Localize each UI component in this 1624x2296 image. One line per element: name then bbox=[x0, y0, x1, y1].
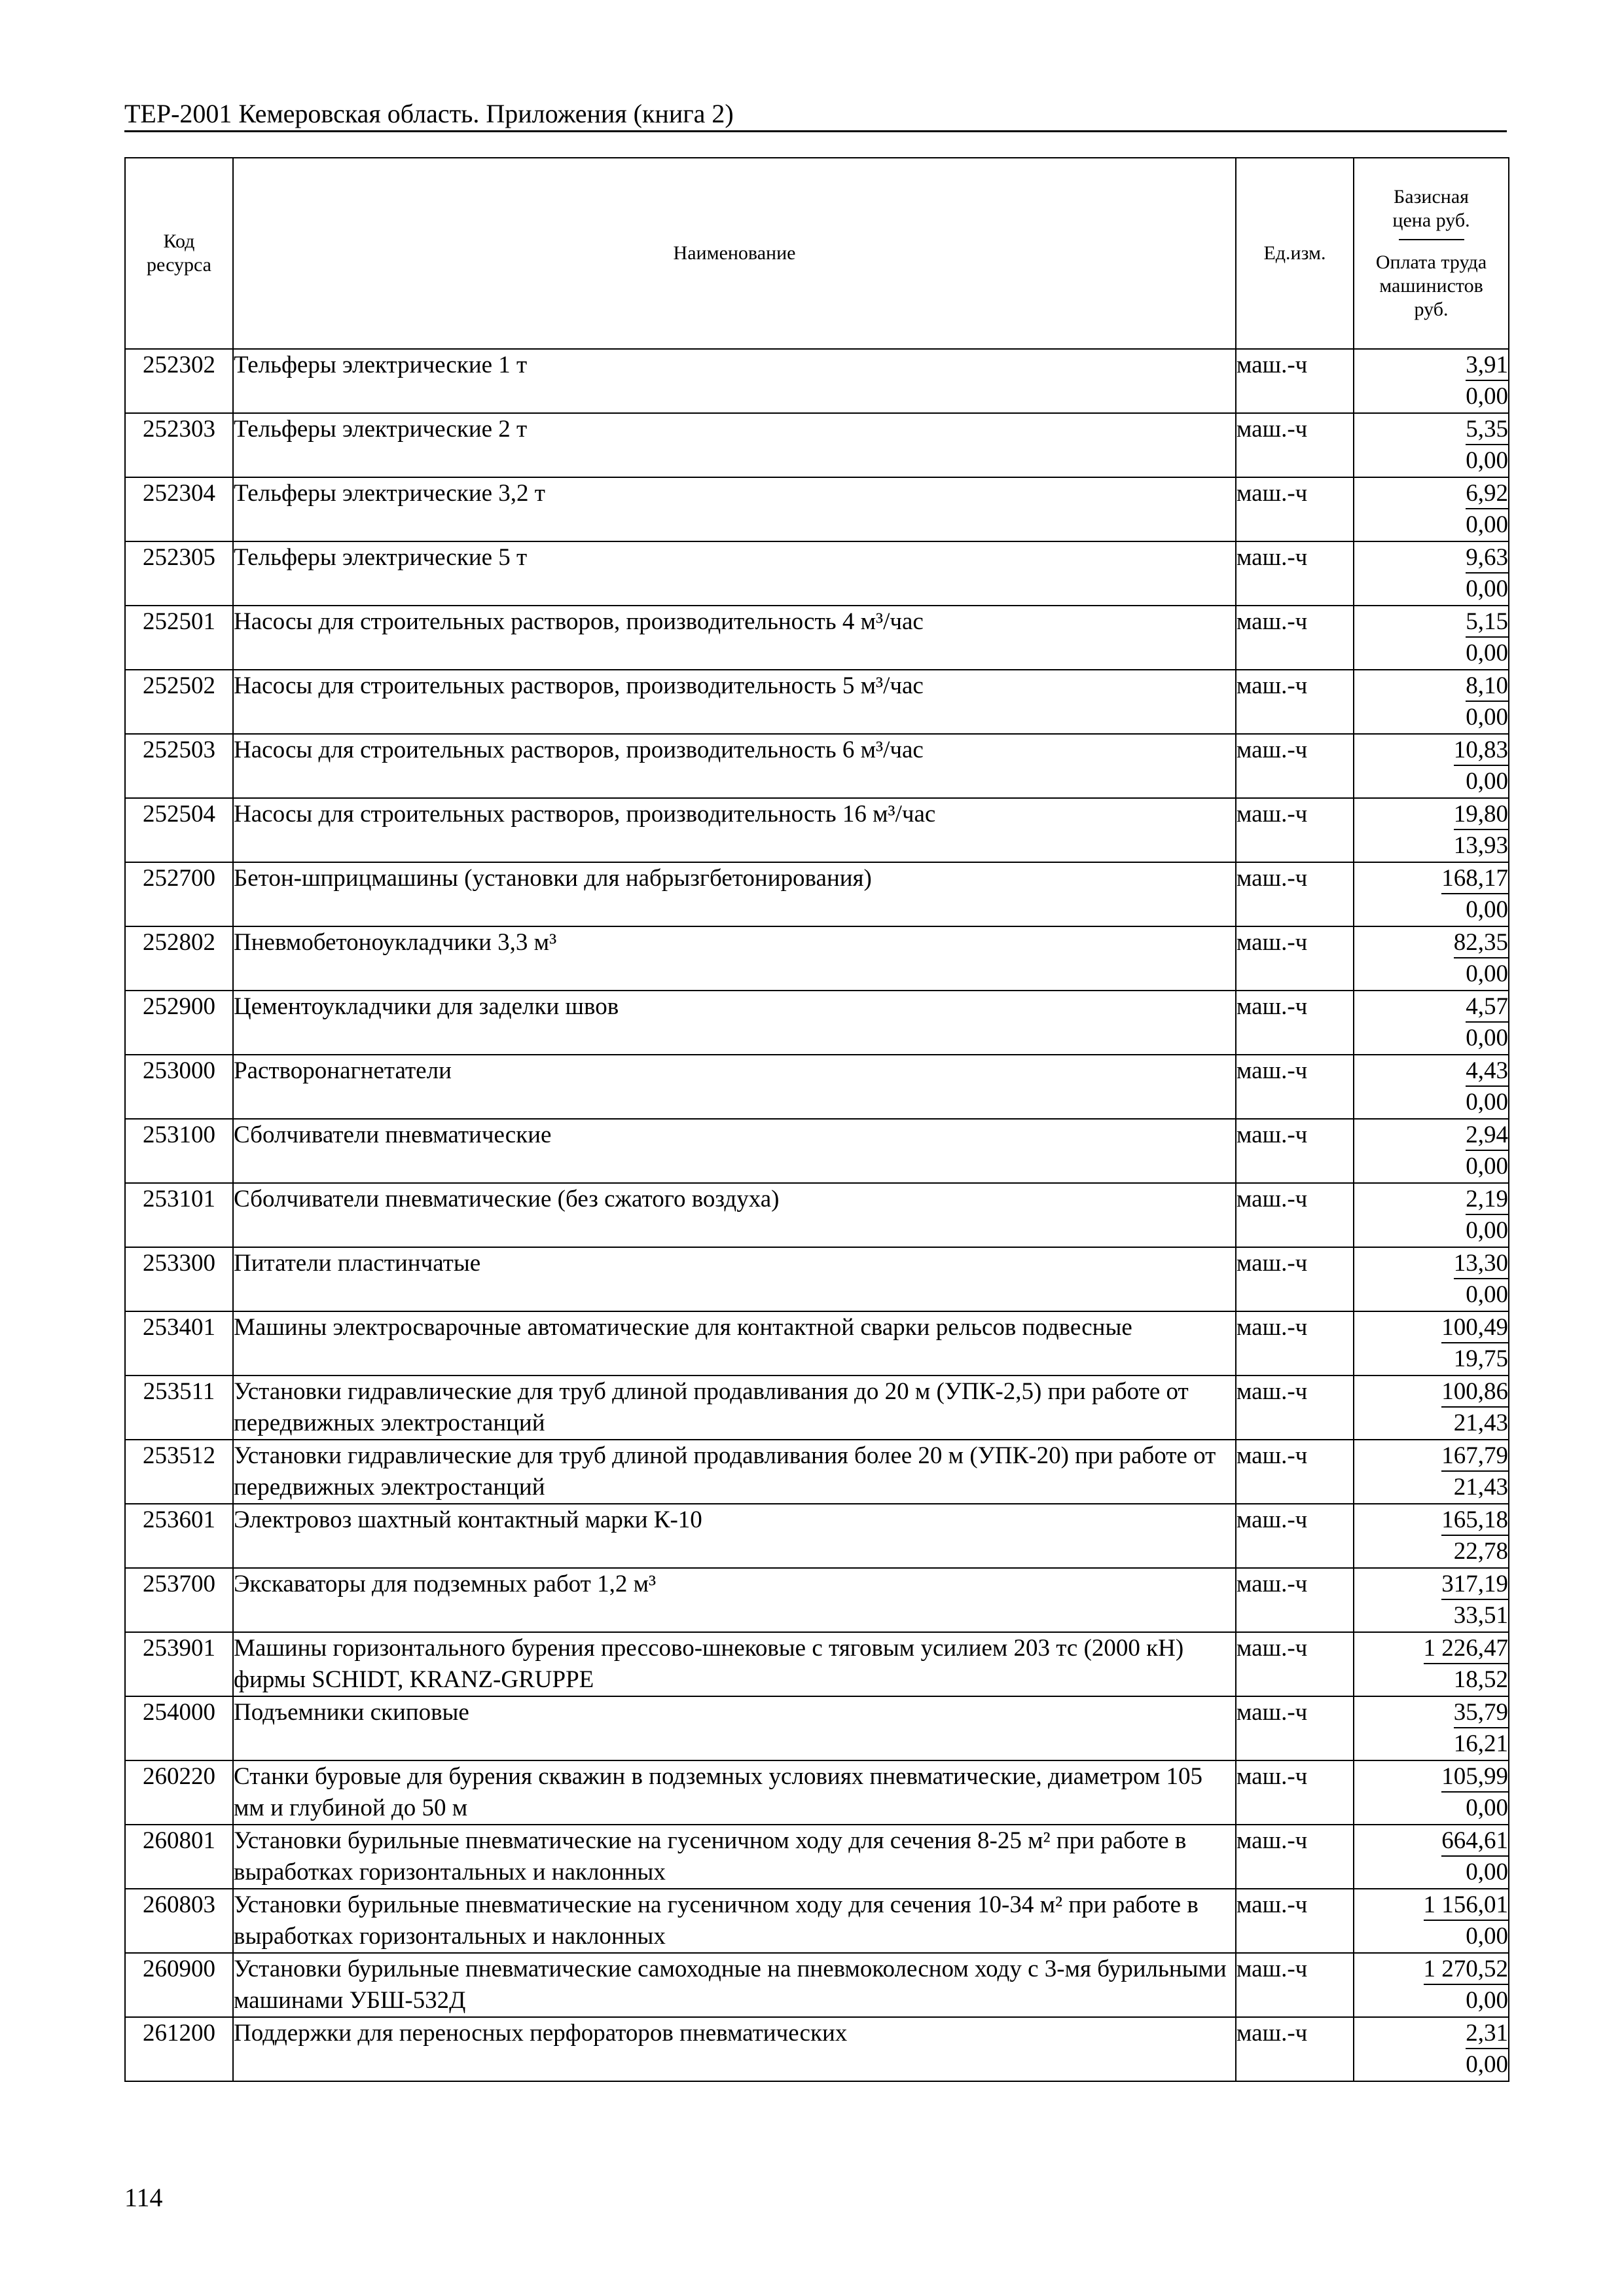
column-header-base-price: Базисная цена руб. bbox=[1392, 186, 1470, 231]
operator-labor-pay: 0,00 bbox=[1466, 511, 1508, 538]
operator-labor-pay: 21,43 bbox=[1453, 1410, 1508, 1436]
price-cell bbox=[1354, 1825, 1509, 1889]
table-row bbox=[125, 1183, 1509, 1247]
price-cell bbox=[1354, 413, 1509, 477]
unit-of-measure: маш.-ч bbox=[1236, 1183, 1354, 1247]
operator-labor-pay: 33,51 bbox=[1453, 1602, 1508, 1629]
table-row bbox=[125, 734, 1509, 798]
operator-labor-pay: 0,00 bbox=[1466, 1153, 1508, 1180]
table-row bbox=[125, 2017, 1509, 2081]
resource-code: 252502 bbox=[125, 670, 233, 734]
base-price: 5,35 bbox=[1466, 415, 1508, 445]
column-header-name: Наименование bbox=[233, 158, 1236, 349]
unit-of-measure: маш.-ч bbox=[1236, 1119, 1354, 1183]
unit-of-measure: маш.-ч bbox=[1236, 541, 1354, 606]
unit-of-measure: маш.-ч bbox=[1236, 1568, 1354, 1632]
resource-name: Экскаваторы для подземных работ 1,2 м³ bbox=[233, 1568, 1236, 1632]
base-price: 4,57 bbox=[1466, 993, 1508, 1023]
base-price: 2,94 bbox=[1466, 1121, 1508, 1151]
table-row bbox=[125, 1825, 1509, 1889]
base-price: 168,17 bbox=[1441, 864, 1508, 894]
resource-code: 260220 bbox=[125, 1760, 233, 1825]
resource-name: Растворонагнетатели bbox=[233, 1055, 1236, 1119]
base-price: 167,79 bbox=[1441, 1442, 1508, 1472]
price-cell bbox=[1354, 862, 1509, 926]
resource-name: Тельферы электрические 3,2 т bbox=[233, 477, 1236, 541]
price-cell bbox=[1354, 1953, 1509, 2017]
resource-name: Сболчиватели пневматические (без сжатого воздуха) bbox=[233, 1183, 1236, 1247]
unit-of-measure: маш.-ч bbox=[1236, 1696, 1354, 1760]
operator-labor-pay: 16,21 bbox=[1453, 1730, 1508, 1757]
resource-code: 252305 bbox=[125, 541, 233, 606]
unit-of-measure: маш.-ч bbox=[1236, 1376, 1354, 1440]
resource-code: 261200 bbox=[125, 2017, 233, 2081]
unit-of-measure: маш.-ч bbox=[1236, 413, 1354, 477]
resource-code: 253000 bbox=[125, 1055, 233, 1119]
price-cell bbox=[1354, 349, 1509, 413]
resource-code: 253700 bbox=[125, 1568, 233, 1632]
price-cell bbox=[1354, 606, 1509, 670]
table-row bbox=[125, 1889, 1509, 1953]
resource-code: 252503 bbox=[125, 734, 233, 798]
operator-labor-pay: 0,00 bbox=[1466, 1859, 1508, 1886]
resource-code: 253401 bbox=[125, 1311, 233, 1376]
operator-labor-pay: 13,93 bbox=[1453, 832, 1508, 859]
operator-labor-pay: 0,00 bbox=[1466, 768, 1508, 795]
resource-name: Тельферы электрические 2 т bbox=[233, 413, 1236, 477]
resource-name: Установки гидравлические для труб длиной продавливания более 20 м (УПК-20) при работе от передвижных электростанций bbox=[233, 1440, 1236, 1504]
operator-labor-pay: 0,00 bbox=[1466, 1089, 1508, 1116]
unit-of-measure: маш.-ч bbox=[1236, 477, 1354, 541]
resource-name: Насосы для строительных растворов, производительность 16 м³/час bbox=[233, 798, 1236, 862]
resource-name: Установки бурильные пневматические на гусеничном ходу для сечения 8-25 м² при работе в выработках горизонтальных и наклонных bbox=[233, 1825, 1236, 1889]
resource-name: Поддержки для переносных перфораторов пневматических bbox=[233, 2017, 1236, 2081]
operator-labor-pay: 19,75 bbox=[1453, 1345, 1508, 1372]
resource-code: 252900 bbox=[125, 991, 233, 1055]
header-rule bbox=[124, 130, 1507, 132]
price-cell bbox=[1354, 926, 1509, 991]
table-row bbox=[125, 926, 1509, 991]
resource-code: 260803 bbox=[125, 1889, 233, 1953]
price-cell bbox=[1354, 477, 1509, 541]
base-price: 19,80 bbox=[1454, 800, 1508, 830]
price-cell bbox=[1354, 1440, 1509, 1504]
resource-code: 252302 bbox=[125, 349, 233, 413]
resource-name: Насосы для строительных растворов, производительность 4 м³/час bbox=[233, 606, 1236, 670]
operator-labor-pay: 0,00 bbox=[1466, 1987, 1508, 2014]
base-price: 1 270,52 bbox=[1424, 1955, 1509, 1985]
operator-labor-pay: 0,00 bbox=[1466, 704, 1508, 731]
resource-name: Насосы для строительных растворов, производительность 6 м³/час bbox=[233, 734, 1236, 798]
unit-of-measure: маш.-ч bbox=[1236, 606, 1354, 670]
table-row bbox=[125, 1504, 1509, 1568]
base-price: 82,35 bbox=[1454, 928, 1508, 958]
price-cell bbox=[1354, 1376, 1509, 1440]
resource-name: Машины горизонтального бурения прессово-шнековые с тяговым усилием 203 тс (2000 кН) фирмы SCHIDT, KRANZ-GRUPPE bbox=[233, 1632, 1236, 1696]
unit-of-measure: маш.-ч bbox=[1236, 1055, 1354, 1119]
running-header: ТЕР-2001 Кемеровская область. Приложения (книга 2) bbox=[124, 99, 734, 128]
page-number: 114 bbox=[124, 2183, 163, 2212]
unit-of-measure: маш.-ч bbox=[1236, 1953, 1354, 2017]
resource-name: Установки бурильные пневматические самоходные на пневмоколесном ходу с 3-мя бурильными машинами УБШ-532Д bbox=[233, 1953, 1236, 2017]
base-price: 1 156,01 bbox=[1424, 1891, 1509, 1921]
resource-code: 253101 bbox=[125, 1183, 233, 1247]
operator-labor-pay: 0,00 bbox=[1466, 640, 1508, 666]
table-row bbox=[125, 477, 1509, 541]
unit-of-measure: маш.-ч bbox=[1236, 798, 1354, 862]
unit-of-measure: маш.-ч bbox=[1236, 1247, 1354, 1311]
table-row bbox=[125, 541, 1509, 606]
resource-name: Машины электросварочные автоматические для контактной сварки рельсов подвесные bbox=[233, 1311, 1236, 1376]
unit-of-measure: маш.-ч bbox=[1236, 1825, 1354, 1889]
base-price: 2,19 bbox=[1466, 1185, 1508, 1215]
price-cell bbox=[1354, 1504, 1509, 1568]
table-row bbox=[125, 1376, 1509, 1440]
resource-name: Цементоукладчики для заделки швов bbox=[233, 991, 1236, 1055]
resource-code: 253512 bbox=[125, 1440, 233, 1504]
operator-labor-pay: 0,00 bbox=[1466, 1217, 1508, 1244]
table-body bbox=[125, 349, 1509, 2081]
base-price: 6,92 bbox=[1466, 479, 1508, 509]
base-price: 9,63 bbox=[1466, 543, 1508, 574]
table-row bbox=[125, 1568, 1509, 1632]
column-header-code: Код ресурса bbox=[125, 158, 233, 349]
base-price: 105,99 bbox=[1441, 1762, 1508, 1793]
base-price: 4,43 bbox=[1466, 1057, 1508, 1087]
resource-code: 253601 bbox=[125, 1504, 233, 1568]
resource-code: 252501 bbox=[125, 606, 233, 670]
operator-labor-pay: 0,00 bbox=[1466, 1025, 1508, 1051]
resource-code: 253100 bbox=[125, 1119, 233, 1183]
resource-code: 252802 bbox=[125, 926, 233, 991]
resource-code: 252304 bbox=[125, 477, 233, 541]
table-row bbox=[125, 606, 1509, 670]
table-row bbox=[125, 1760, 1509, 1825]
resource-code: 260801 bbox=[125, 1825, 233, 1889]
table-row bbox=[125, 1119, 1509, 1183]
table-row bbox=[125, 349, 1509, 413]
operator-labor-pay: 0,00 bbox=[1466, 1923, 1508, 1950]
base-price: 13,30 bbox=[1454, 1249, 1508, 1279]
unit-of-measure: маш.-ч bbox=[1236, 1311, 1354, 1376]
resource-code: 254000 bbox=[125, 1696, 233, 1760]
resource-name: Тельферы электрические 1 т bbox=[233, 349, 1236, 413]
resource-code: 252504 bbox=[125, 798, 233, 862]
price-cell bbox=[1354, 1568, 1509, 1632]
price-cell bbox=[1354, 1311, 1509, 1376]
base-price: 165,18 bbox=[1441, 1506, 1508, 1536]
base-price: 1 226,47 bbox=[1424, 1634, 1509, 1664]
price-cell bbox=[1354, 1696, 1509, 1760]
column-header-price bbox=[1354, 158, 1509, 349]
resource-code: 260900 bbox=[125, 1953, 233, 2017]
resource-name: Сболчиватели пневматические bbox=[233, 1119, 1236, 1183]
resource-name: Пневмобетоноукладчики 3,3 м³ bbox=[233, 926, 1236, 991]
base-price: 100,49 bbox=[1441, 1313, 1508, 1343]
resource-code: 253901 bbox=[125, 1632, 233, 1696]
operator-labor-pay: 0,00 bbox=[1466, 960, 1508, 987]
operator-labor-pay: 0,00 bbox=[1466, 896, 1508, 923]
resource-name: Станки буровые для бурения скважин в подземных условиях пневматические, диаметром 105 мм и глубиной до 50 м bbox=[233, 1760, 1236, 1825]
resource-name: Подъемники скиповые bbox=[233, 1696, 1236, 1760]
table-row bbox=[125, 991, 1509, 1055]
operator-labor-pay: 18,52 bbox=[1453, 1666, 1508, 1693]
unit-of-measure: маш.-ч bbox=[1236, 1889, 1354, 1953]
unit-of-measure: маш.-ч bbox=[1236, 349, 1354, 413]
price-cell bbox=[1354, 541, 1509, 606]
column-header-unit: Ед.изм. bbox=[1236, 158, 1354, 349]
base-price: 100,86 bbox=[1441, 1377, 1508, 1408]
base-price: 35,79 bbox=[1454, 1698, 1508, 1728]
resource-name: Тельферы электрические 5 т bbox=[233, 541, 1236, 606]
operator-labor-pay: 0,00 bbox=[1466, 2051, 1508, 2078]
table-row bbox=[125, 862, 1509, 926]
unit-of-measure: маш.-ч bbox=[1236, 2017, 1354, 2081]
operator-labor-pay: 22,78 bbox=[1453, 1538, 1508, 1565]
unit-of-measure: маш.-ч bbox=[1236, 991, 1354, 1055]
resource-name: Электровоз шахтный контактный марки К-10 bbox=[233, 1504, 1236, 1568]
price-cell bbox=[1354, 734, 1509, 798]
resource-name: Бетон-шприцмашины (установки для набрызгбетонирования) bbox=[233, 862, 1236, 926]
base-price: 10,83 bbox=[1454, 736, 1508, 766]
resource-name: Питатели пластинчатые bbox=[233, 1247, 1236, 1311]
resource-name: Установки гидравлические для труб длиной продавливания до 20 м (УПК-2,5) при работе от передвижных электростанций bbox=[233, 1376, 1236, 1440]
table-row bbox=[125, 1311, 1509, 1376]
base-price: 317,19 bbox=[1441, 1570, 1508, 1600]
table-row bbox=[125, 1953, 1509, 2017]
table-row bbox=[125, 1440, 1509, 1504]
unit-of-measure: маш.-ч bbox=[1236, 862, 1354, 926]
price-cell bbox=[1354, 798, 1509, 862]
resource-name: Насосы для строительных растворов, производительность 5 м³/час bbox=[233, 670, 1236, 734]
table-row bbox=[125, 670, 1509, 734]
table-row bbox=[125, 798, 1509, 862]
price-cell bbox=[1354, 1632, 1509, 1696]
table-header-row bbox=[125, 158, 1509, 349]
operator-labor-pay: 0,00 bbox=[1466, 447, 1508, 474]
unit-of-measure: маш.-ч bbox=[1236, 1632, 1354, 1696]
price-cell bbox=[1354, 991, 1509, 1055]
unit-of-measure: маш.-ч bbox=[1236, 734, 1354, 798]
unit-of-measure: маш.-ч bbox=[1236, 1760, 1354, 1825]
price-cell bbox=[1354, 670, 1509, 734]
resource-price-table bbox=[124, 157, 1509, 2082]
table-row bbox=[125, 1632, 1509, 1696]
table-row bbox=[125, 1247, 1509, 1311]
unit-of-measure: маш.-ч bbox=[1236, 1440, 1354, 1504]
price-cell bbox=[1354, 2017, 1509, 2081]
resource-code: 253300 bbox=[125, 1247, 233, 1311]
table-row bbox=[125, 1696, 1509, 1760]
base-price: 5,15 bbox=[1466, 608, 1508, 638]
base-price: 3,91 bbox=[1466, 351, 1508, 381]
operator-labor-pay: 0,00 bbox=[1466, 1281, 1508, 1308]
operator-labor-pay: 0,00 bbox=[1466, 1795, 1508, 1821]
unit-of-measure: маш.-ч bbox=[1236, 1504, 1354, 1568]
operator-labor-pay: 0,00 bbox=[1466, 575, 1508, 602]
price-cell bbox=[1354, 1119, 1509, 1183]
base-price: 8,10 bbox=[1466, 672, 1508, 702]
column-header-labor-pay: Оплата труда машинистов руб. bbox=[1375, 251, 1487, 320]
unit-of-measure: маш.-ч bbox=[1236, 670, 1354, 734]
unit-of-measure: маш.-ч bbox=[1236, 926, 1354, 991]
price-cell bbox=[1354, 1760, 1509, 1825]
resource-code: 252700 bbox=[125, 862, 233, 926]
base-price: 2,31 bbox=[1466, 2019, 1508, 2049]
resource-code: 253511 bbox=[125, 1376, 233, 1440]
price-cell bbox=[1354, 1183, 1509, 1247]
operator-labor-pay: 21,43 bbox=[1453, 1474, 1508, 1501]
base-price: 664,61 bbox=[1441, 1827, 1508, 1857]
resource-name: Установки бурильные пневматические на гусеничном ходу для сечения 10-34 м² при работе в выработках горизонтальных и наклонных bbox=[233, 1889, 1236, 1953]
price-cell bbox=[1354, 1055, 1509, 1119]
operator-labor-pay: 0,00 bbox=[1466, 383, 1508, 410]
table-row bbox=[125, 413, 1509, 477]
price-cell bbox=[1354, 1889, 1509, 1953]
table-row bbox=[125, 1055, 1509, 1119]
price-cell bbox=[1354, 1247, 1509, 1311]
resource-code: 252303 bbox=[125, 413, 233, 477]
